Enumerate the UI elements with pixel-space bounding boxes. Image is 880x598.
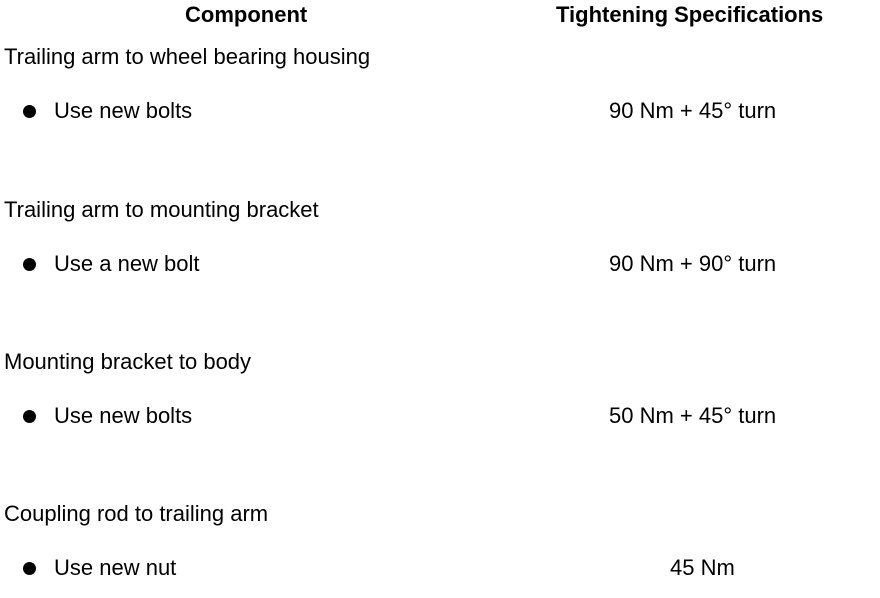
component-label: Mounting bracket to body [4, 349, 252, 374]
note-text: Use a new bolt [54, 251, 200, 276]
tightening-spec: 90 Nm + 45° turn [609, 98, 777, 123]
table-row [0, 403, 880, 431]
note-text: Use new bolts [54, 98, 193, 123]
bullet-dot-icon [23, 105, 36, 118]
tightening-spec: 90 Nm + 90° turn [609, 251, 777, 276]
component-label: Trailing arm to wheel bearing housing [4, 44, 371, 69]
table-row [0, 251, 880, 279]
tightening-spec: 50 Nm + 45° turn [609, 403, 777, 428]
note-text: Use new nut [54, 555, 177, 580]
table-row [0, 555, 880, 583]
column-header-specifications: Tightening Specifications [556, 2, 824, 27]
component-label: Coupling rod to trailing arm [4, 501, 269, 526]
tightening-spec: 45 Nm [670, 555, 735, 580]
table-row [0, 98, 880, 126]
bullet-dot-icon [23, 562, 36, 575]
column-header-component: Component [185, 2, 308, 27]
note-text: Use new bolts [54, 403, 193, 428]
component-label: Trailing arm to mounting bracket [4, 197, 319, 222]
bullet-dot-icon [23, 258, 36, 271]
bullet-dot-icon [23, 410, 36, 423]
